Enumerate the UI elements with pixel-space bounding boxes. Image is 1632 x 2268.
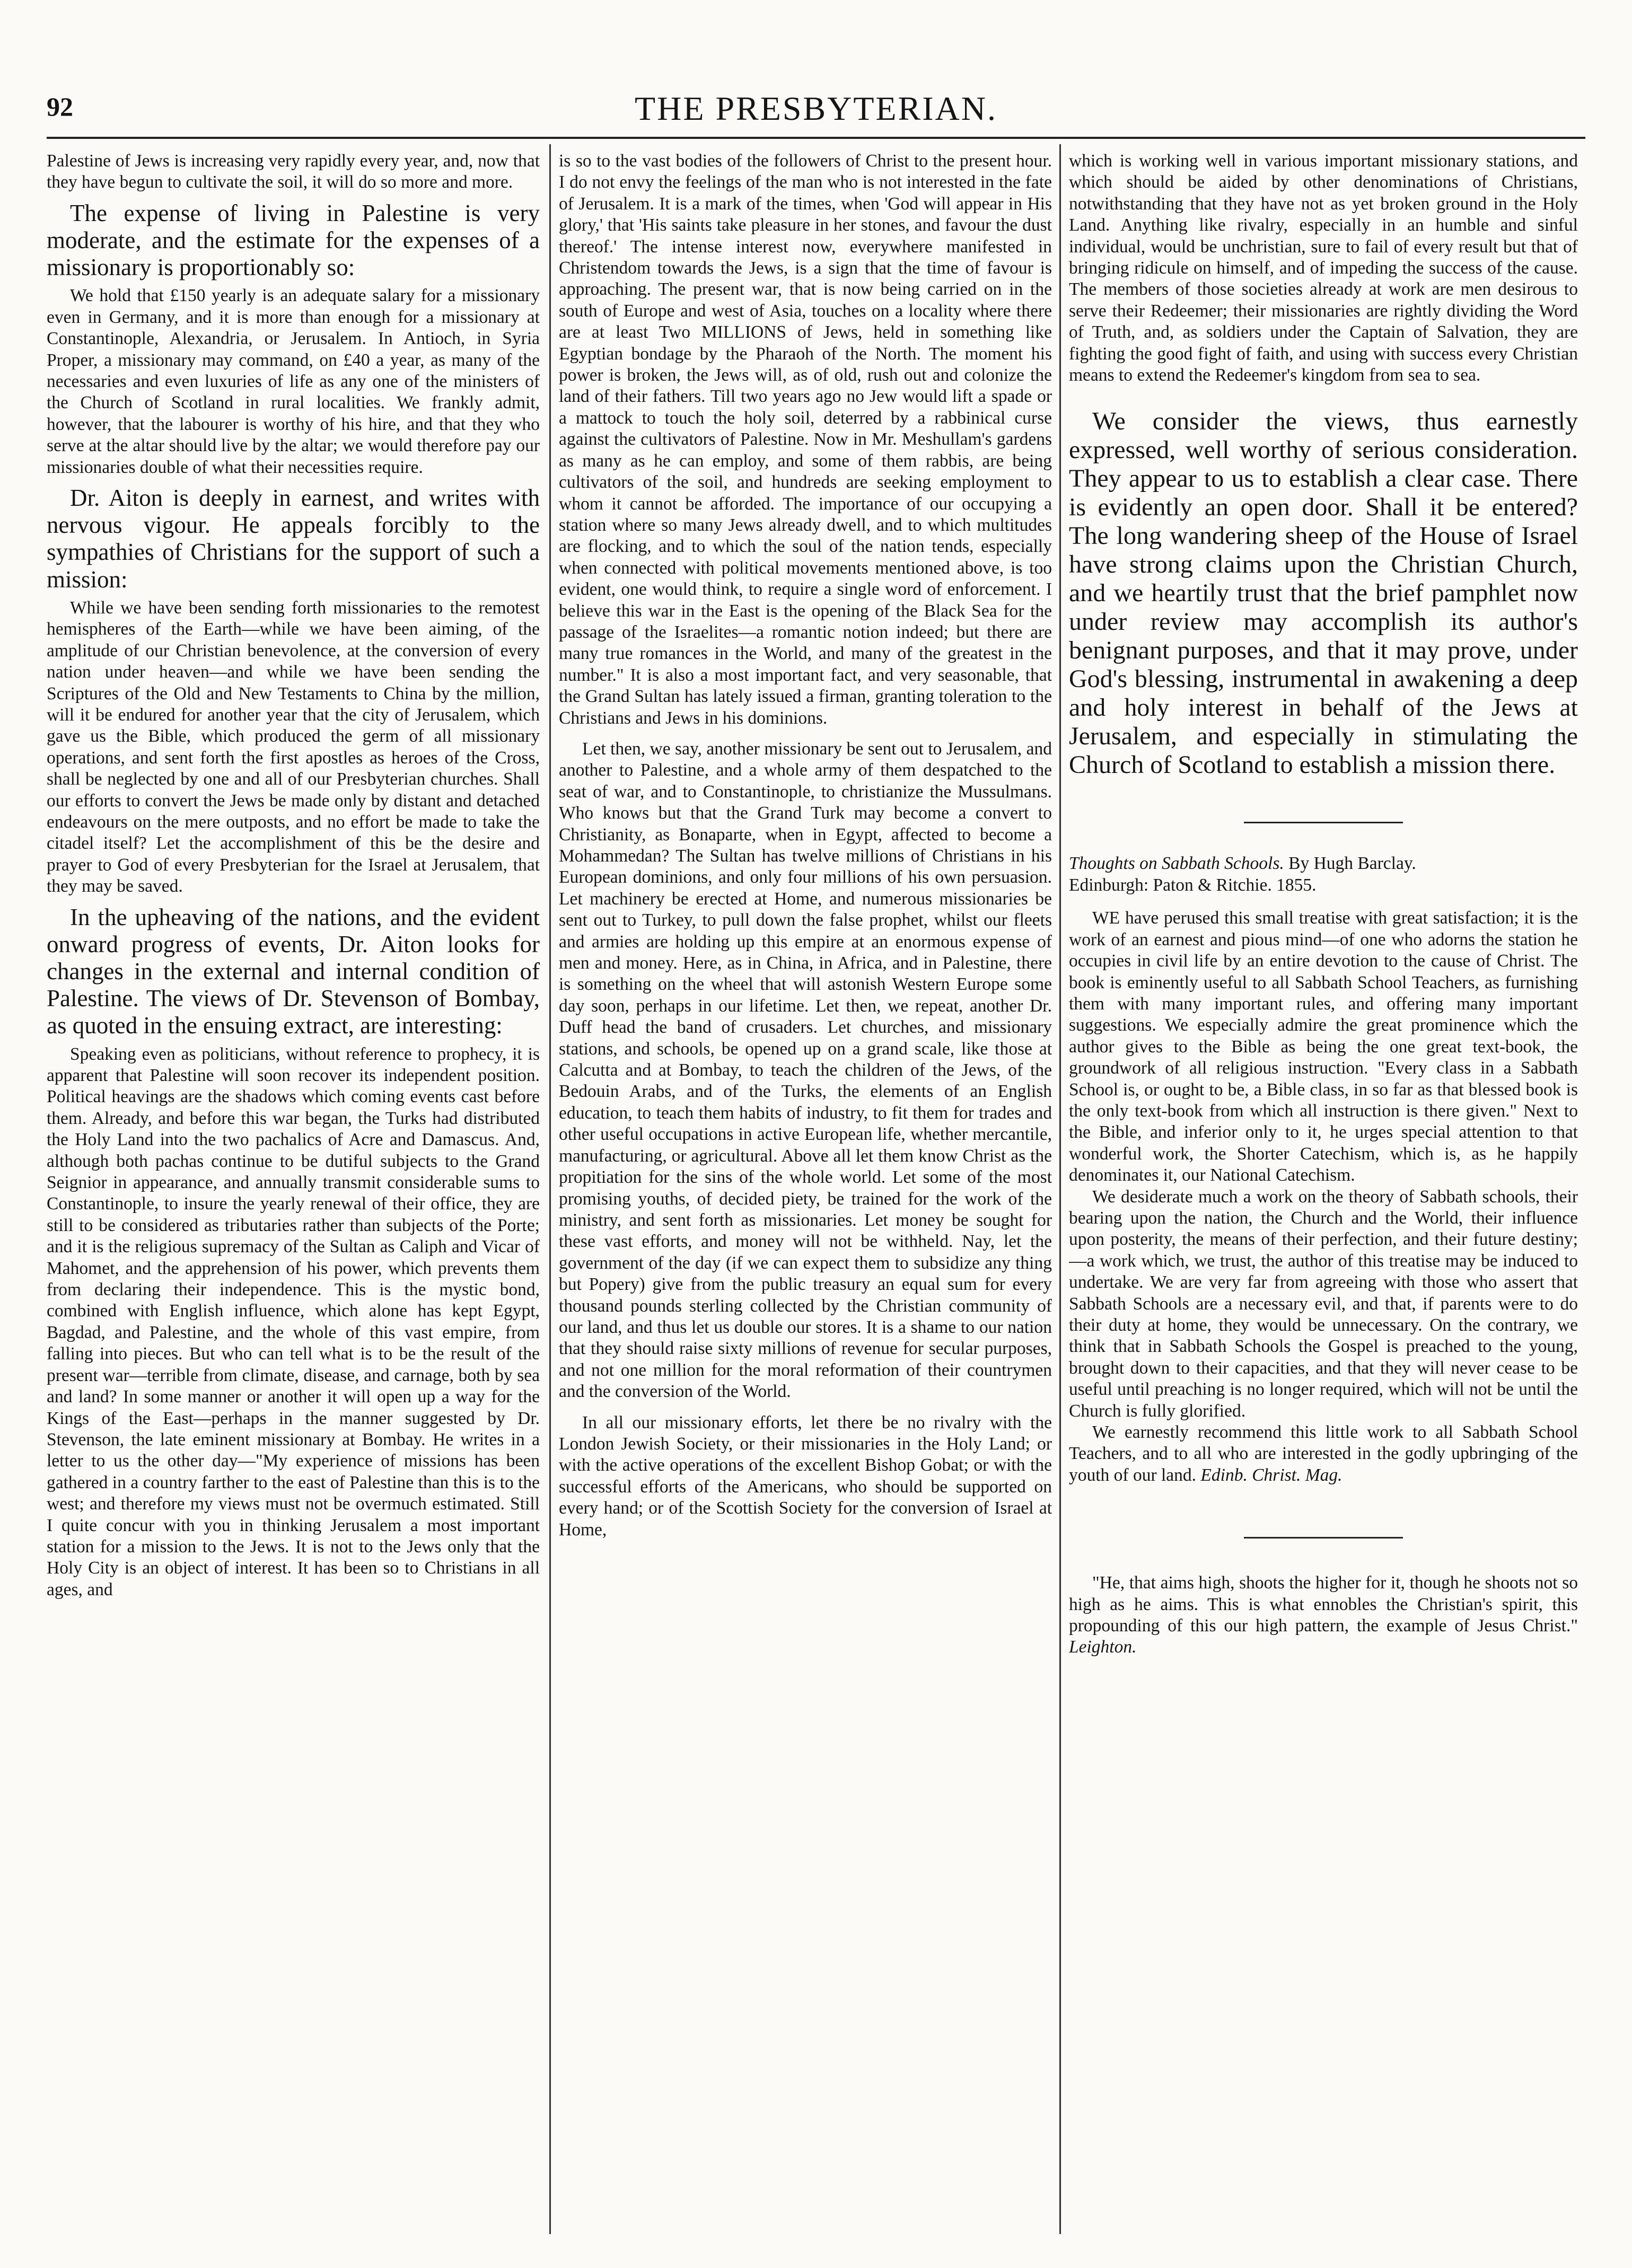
quote-paragraph [1069,1572,1578,1658]
paragraph: Let then, we say, another missionary be sent out to Jerusalem, and another to Palestine, and a whole army of them despatched to the seat of war, and to Constantinople, to christianize the Mussulmans. Who knows but that the Grand Turk may become a convert to Christianity, as Bonaparte, when in Egypt, affected to become a Mohammedan? The Sultan has twelve millions of Christians in his European dominions, and only four millions of his own persuasion. Let machinery be erected at Home, and numerous missionaries be sent out to Turkey, to pull down the false prophet, whilst our fleets and armies are holding up this empire at an enormous expense of men and money. Here, as in China, in Africa, and in Palestine, there is something on the wheel that will astonish Western Europe some day soon, perhaps in our lifetime. Let then, we repeat, another Dr. Duff head the band of crusaders. Let churches, and missionary stations, and schools, be opened up on a grand scale, like those at Calcutta and at Bombay, to teach the children of the Jews, of the Bedouin Arabs, and of the Turks, the elements of an English education, to teach them habits of industry, to fit them for trades and other useful occupations in active European life, whether mercantile, manufacturing, or agricultural. Above all let them know Christ as the propitiation for the sins of the whole world. Let some of the most promising youths, of decided piety, be trained for the work of the ministry, and sent forth as missionaries. Let money be sought for these vast efforts, and money will not be withheld. Nay, let the government of the day (if we can expect them to subsidize any thing but Popery) give from the public treasury an equal sum for every thousand pounds sterling collected by the Christian community of our land, and thus let us double our stores. It is a shame to our nation that they should raise sixty millions of revenue for secular purposes, and not one million for the moral reformation of their countrymen and the conversion of the World. [559,739,1052,1402]
page-number: 92 [47,92,73,121]
header-rule [47,137,1585,139]
closing-quote [1069,1572,1578,1658]
quote-text: "He, that aims high, shoots the higher for it, though he shoots not so high as he aims. This is what ennobles the Christian's spirit, this propounding of this our high pattern, the example of Jesus Christ." [1069,1573,1578,1636]
paragraph: In all our missionary efforts, let there be no rivalry with the London Jewish Society, or their missionaries in the Holy Land; or with the active operations of the excellent Bishop Gobat; or with the successful efforts of the Americans, who should be supported on every hand; or of the Scottish Society for the conversion of Israel at Home, [559,1412,1052,1540]
quoted-extract: While we have been sending forth missionaries to the remotest hemispheres of the Earth—while we have been aiming, of the amplitude of our Christian benevolence, at the conversion of every nation under heaven—and while we have been sending the Scriptures of the Old and New Testaments to China by the million, will it be endured for another year that the city of Jerusalem, which gave us the Bible, which produced the germ of all missionary operations, and sent forth the first apostles as heroes of the Cross, shall be neglected by one and all of our Presbyterian churches. Shall our efforts to convert the Jews be made only by distant and detached endeavours on the mere outposts, and no effort be made to take the citadel itself? Let the accomplishment of this be the desire and prayer to God of every Presbyterian for the Israel at Jerusalem, that they may be saved. [47,597,540,896]
column-3 [1069,151,1578,2234]
review-paragraph: We desiderate much a work on the theory of Sabbath schools, their bearing upon the nation, the Church and the World, their influence upon posterity, the means of their perfection, and their future destiny;—a work which, we trust, the author of this treatise may be induced to undertake. We are very far from agreeing with those who assert that Sabbath Schools are a necessary evil, and that, if parents were to do their duty at home, they would be unnecessary. On the contrary, we think that in Sabbath Schools the Gospel is preached to the young, brought down to their capacities, and that they will never cease to be useful until preaching is no longer required, which will not be until the Church is fully glorified. [1069,1186,1578,1421]
review-closing: We earnestly recommend this little work to all Sabbath School Teachers, and to all who are interested in the godly upbringing of the youth of our land. [1069,1422,1578,1485]
column-divider [549,144,551,2234]
quoted-extract: We hold that £150 yearly is an adequate salary for a missionary even in Germany, and it is more than enough for a missionary at Constantinople, Alexandria, or Jerusalem. In Antioch, in Syria Proper, a missionary may command, on £40 a year, as many of the necessaries and even luxuries of life as any one of the ministers of the Church of Scotland in rural localities. We frankly admit, however, that the labourer is worthy of his hire, and that they who serve at the altar should live by the altar; we would therefore pay our missionaries double of what their necessities require. [47,286,540,477]
quote-author: Leighton. [1069,1637,1137,1657]
review-heading [1069,853,1578,896]
review-paragraph [1069,1422,1578,1486]
paragraph: is so to the vast bodies of the followers of Christ to the present hour. I do not envy the feelings of the man who is not interested in the fate of Jerusalem. It is a mark of the times, when 'God will appear in His glory,' that 'His saints take pleasure in her stones, and favour the dust thereof.' The intense interest now, everywhere manifested in Christendom towards the Jews, is a sign that the time of favour is approaching. The present war, that is now being carried on in the south of Europe and west of Asia, touches on a locality where there are at least Two MILLIONS of Jews, held in something like Egyptian bondage by the Pharaoh of the North. The moment his power is broken, the Jews will, as of old, rush out and colonize the land of their fathers. Till two years ago no Jew would lift a spade or a mattock to touch the holy soil, deterred by a rabbinical curse against the cultivators of Palestine. Now in Mr. Meshullam's gardens as many as he can employ, and some of them rabbis, are being cultivators of the soil, and hundreds are seeking employment to whom it cannot be afforded. The importance of our occupying a station where so many Jews already dwell, and to which multitudes are flocking, and to which the soul of the nation tends, especially when connected with political movements mentioned above, is too evident, one would think, to require a single word of enforcement. I believe this war in the East is the opening of the Black Sea for the passage of the Israelites—a romantic notion indeed; but there are many true romances in the World, and many of the greatest in the number." It is also a most important fact, and very seasonable, that the Grand Sultan has lately issued a firman, granting toleration to the Christians and Jews in his dominions. [559,151,1052,728]
review-imprint: Edinburgh: Paton & Ritchie. 1855. [1069,875,1317,895]
section-rule [1244,1537,1403,1539]
quoted-extract: Speaking even as politicians, without reference to prophecy, it is apparent that Palestine will soon recover its independent position. Political heavings are the shadows which coming events cast before them. Already, and before this war began, the Turks had distributed the Holy Land into the two pachalics of Acre and Damascus. And, although both pachas continue to be dutiful subjects to the Grand Seignior in appearance, and annually transmit considerable sums to Constantinople, to insure the yearly renewal of their office, they are still to be considered as tributaries rather than subjects of the Porte; and it is the religious supremacy of the Sultan as Caliph and Vicar of Mahomet, and the apprehension of his power, which prevents them from declaring their independence. This is the mystic bond, combined with English influence, which alone has kept Egypt, Bagdad, and Palestine, and the whole of this vast empire, from falling into pieces. But who can tell what is to be the result of the present war—terrible from climate, disease, and carnage, both by sea and land? In some manner or another it will open up a way for the Kings of the East—perhaps in the manner suggested by Dr. Stevenson, the late eminent missionary at Bombay. He writes in a letter to us the other day—"My experience of missions has been gathered in a country farther to the east of Palestine than this is to the west; and therefore my views must not be overmuch estimated. Still I quite concur with you in thinking Jerusalem a most important station for a mission to the Jews. It is not to the Jews only that the Holy City is an object of interest. It has been so to Christians in all ages, and [47,1044,540,1599]
paragraph: Palestine of Jews is increasing very rapidly every year, and, now that they have begun to cultivate the soil, it will do so more and more. [47,151,540,192]
review-source: Edinb. Christ. Mag. [1200,1465,1343,1485]
section-rule [1244,822,1403,823]
column-divider [1059,144,1061,2234]
review-paragraph: WE have perused this small treatise with great satisfaction; it is the work of an earnest and pious mind—of one who adorns the station he occupies in civil life by an entire devotion to the cause of Christ. The book is eminently useful to all Sabbath School Teachers, as furnishing them with many important rules, and offering many important suggestions. We especially admire the great prominence which the author gives to the Bible as being the one great text-book, the groundwork of all religious instruction. "Every class in a Sabbath School is, or ought to be, a Bible class, in so far as that blessed book is the only text-book from which all instruction is there given." Next to the Bible, and inferior only to it, he urges special attention to that wonderful work, the Shorter Catechism, which is, as he happily denominates it, our National Catechism. [1069,908,1578,1185]
column-1 [47,151,540,2234]
lead-paragraph: The expense of living in Palestine is very moderate, and the estimate for the expenses of a missionary is proportionably so: [47,199,540,281]
lead-paragraph: We consider the views, thus earnestly expressed, well worthy of serious consideration. They appear to us to establish a clear case. There is evidently an open door. Shall it be entered? The long wandering sheep of the House of Israel have strong claims upon the Christian Church, and we heartily trust that the brief pamphlet now under review may accomplish its author's benignant purposes, and that it may prove, under God's blessing, instrumental in awakening a deep and holy interest in behalf of the Jews at Jerusalem, and especially in stimulating the Church of Scotland to establish a mission there. [1069,407,1578,779]
lead-paragraph: In the upheaving of the nations, and the evident onward progress of events, Dr. Aiton looks for changes in the external and internal condition of Palestine. The views of Dr. Stevenson of Bombay, as quoted in the ensuing extract, are interesting: [47,903,540,1039]
column-2 [559,151,1052,2234]
review-title: Thoughts on Sabbath Schools. [1069,854,1284,874]
paragraph: which is working well in various important missionary stations, and which should be aided by other denominations of Christians, notwithstanding that they have not as yet broken ground in the Holy Land. Anything like rivalry, especially in an humble and sinful individual, would be unchristian, sure to fail of every result but that of bringing ridicule on himself, and of impeding the success of the cause. The members of those societies already at work are men desirous to serve their Redeemer; their missionaries are rightly dividing the Word of Truth, and, as soldiers under the Captain of Salvation, they are fighting the good fight of faith, and using with success every Christian means to extend the Redeemer's kingdom from sea to sea. [1069,151,1578,385]
running-head: THE PRESBYTERIAN. [635,90,997,127]
review-author: By Hugh Barclay. [1288,854,1416,874]
lead-paragraph: Dr. Aiton is deeply in earnest, and writes with nervous vigour. He appeals forcibly to the sympathies of Christians for the support of such a mission: [47,485,540,593]
